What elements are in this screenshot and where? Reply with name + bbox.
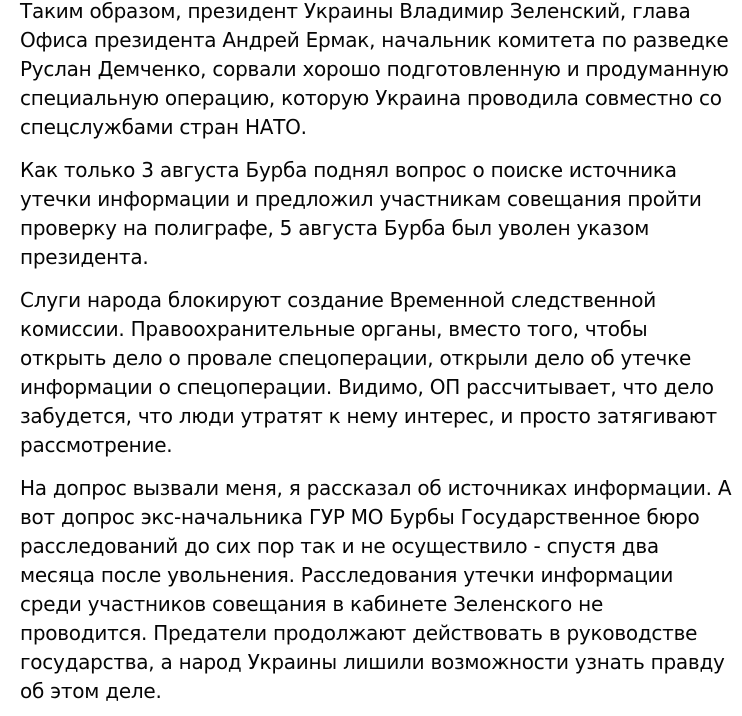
paragraph-2: Как только 3 августа Бурба поднял вопрос о поиске источника утечки информации и предложил участникам совещания пройти проверку на полиграфе, 5 августа Бурба был уволен указом президента. xyxy=(20,158,702,269)
paragraph-1: Таким образом, президент Украины Владимир Зеленский, глава Офиса президента Андрей Ермак, начальник комитета по разведке Руслан Демченко, сорвали хорошо подготовленную и продуманную специальную операцию, которую Украина проводила совместно со спецслужбами стран НАТО. xyxy=(20,0,729,139)
paragraph-3: Слуги народа блокируют создание Временной следственной комиссии. Правоохранительные органы, вместо того, чтобы открыть дело о провале спецоперации, открыли дело об утечке информации о спецоперации. Видимо, ОП рассчитывает, что дело забудется, что люди утратят к нему интерес, и просто затягивают рассмотрение. xyxy=(20,288,717,457)
paragraph-4: На допрос вызвали меня, я рассказал об источниках информации. А вот допрос экс-начальника ГУР МО Бурбы Государственное бюро расследований до сих пор так и не осуществило - спустя два месяца после увольнения. Расследования утечки информации среди участников совещания в кабинете Зеленского не проводится. Предатели продолжают действовать в руководстве государства, а народ Украины лишили возможности узнать правду об этом деле. xyxy=(20,476,732,703)
